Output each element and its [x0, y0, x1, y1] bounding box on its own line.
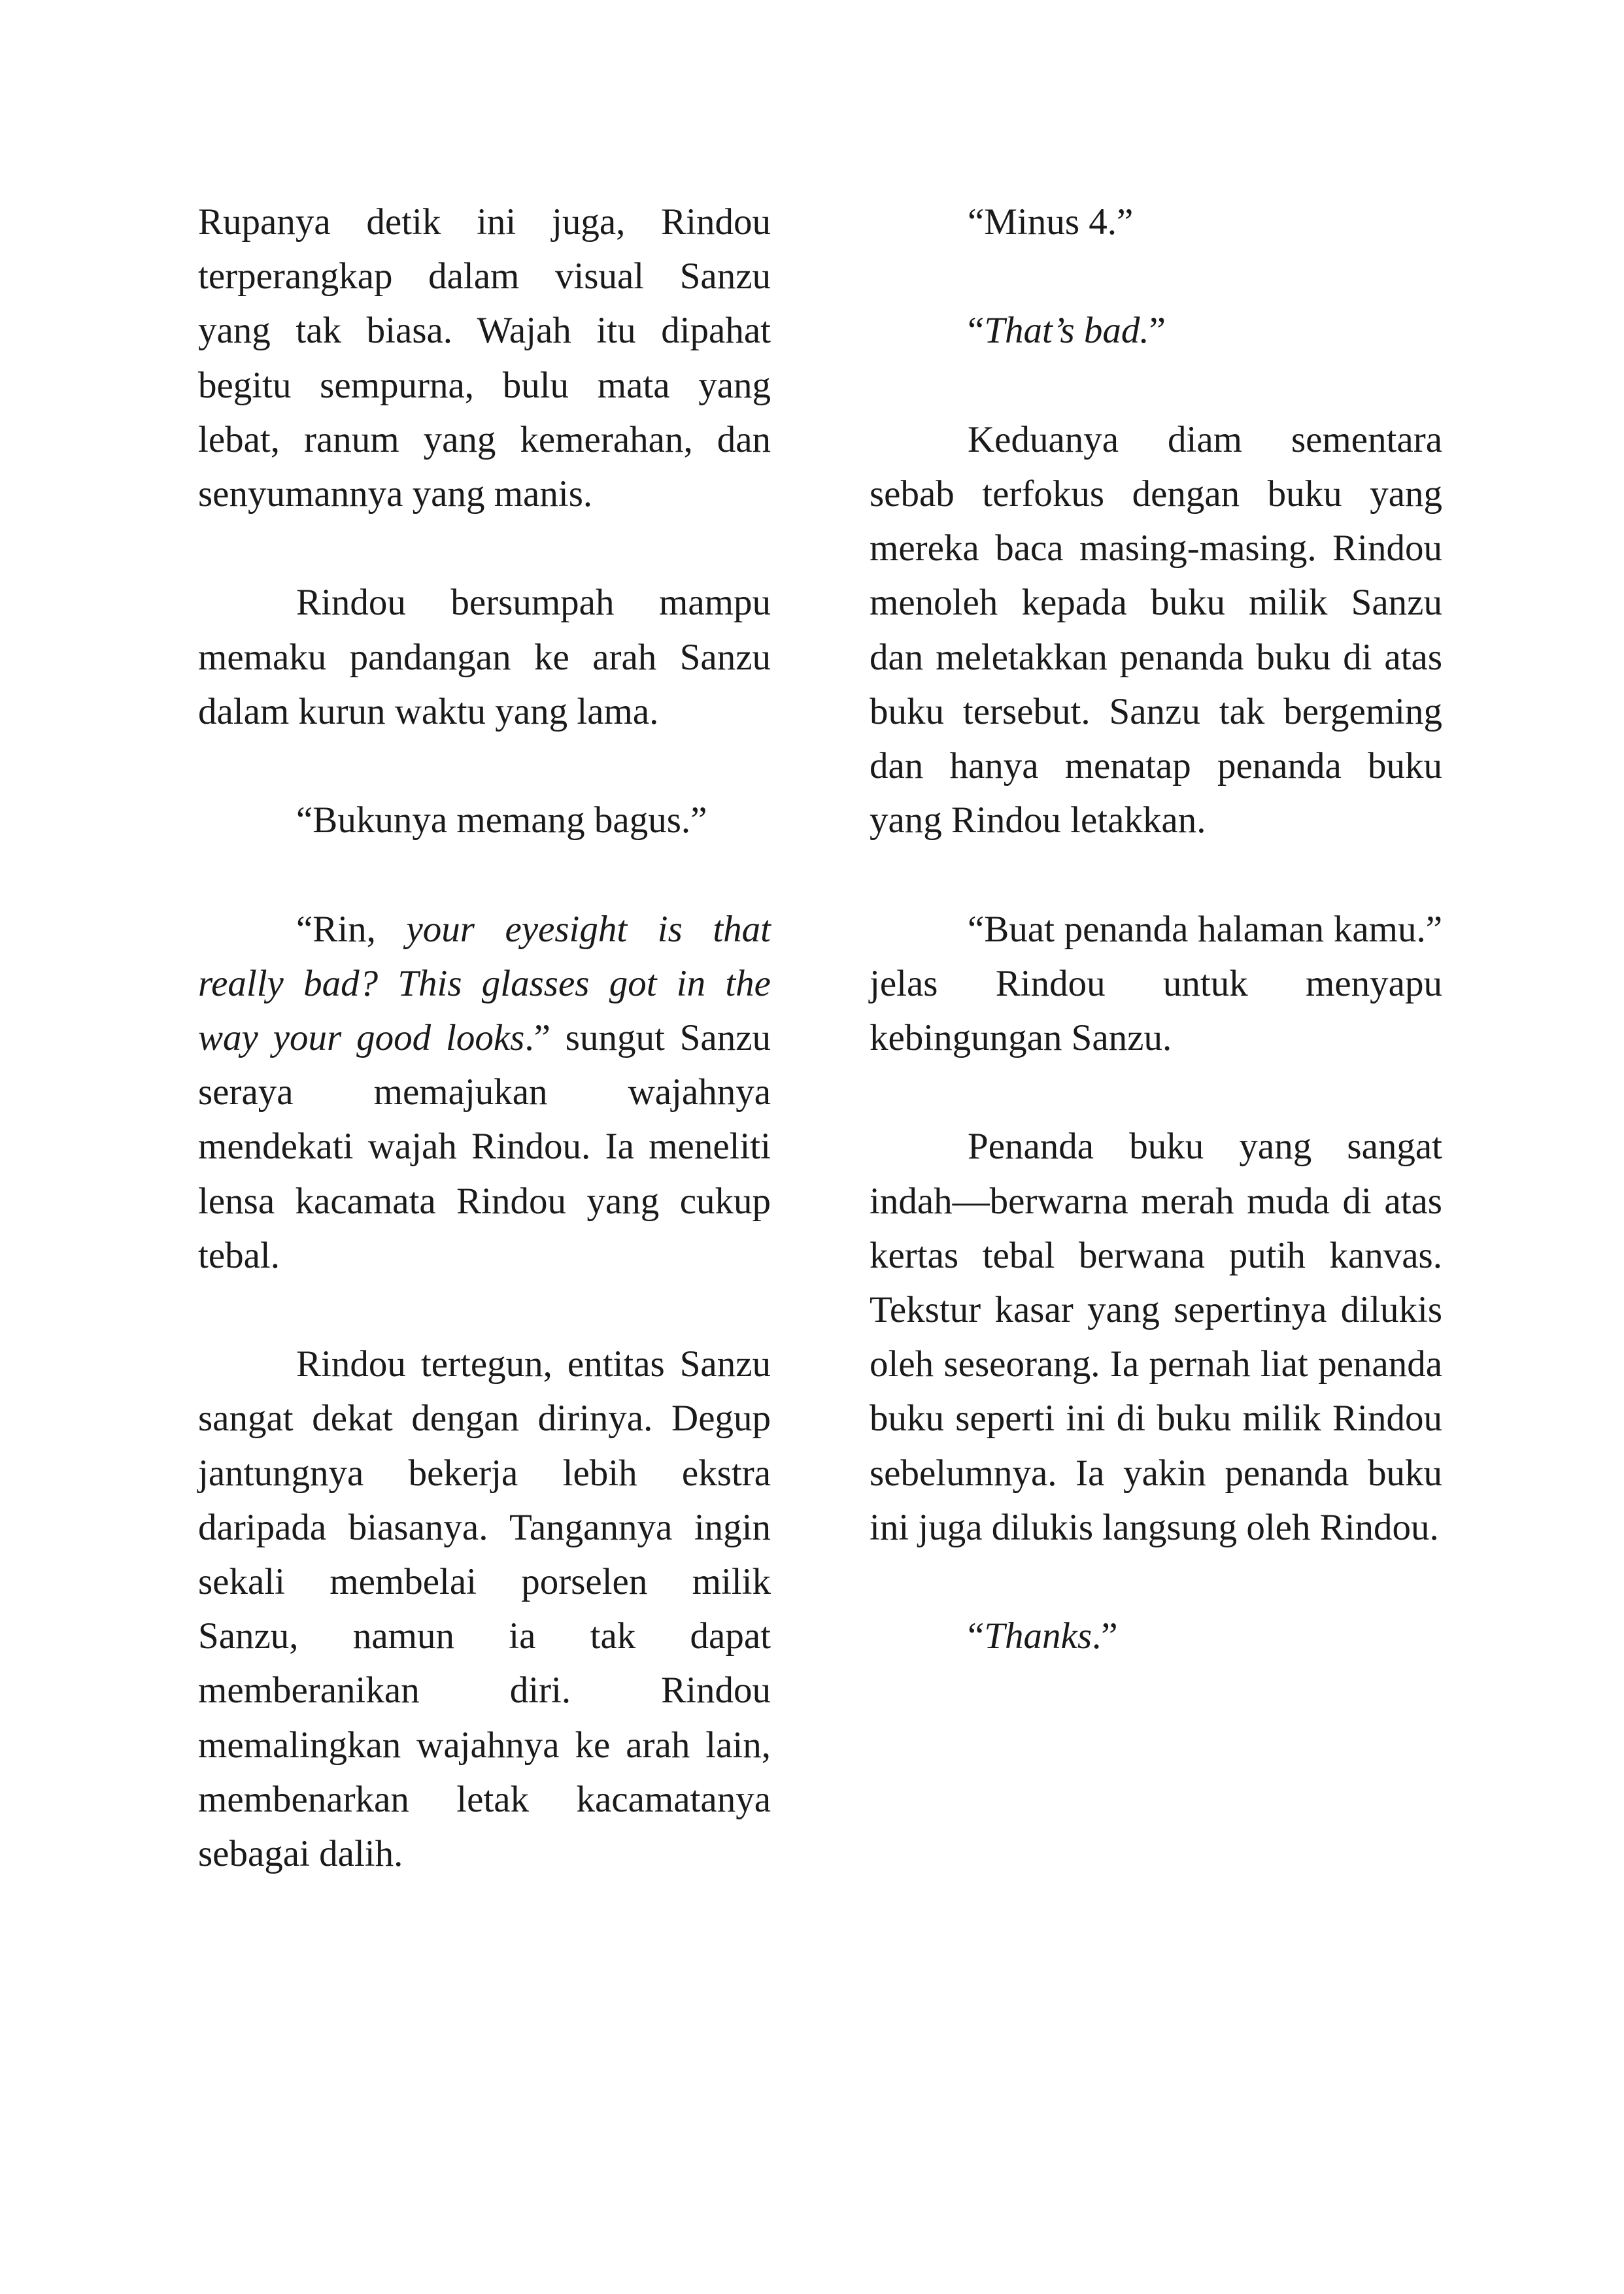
paragraph [870, 303, 1442, 358]
text-run: ” [1149, 310, 1166, 352]
text-run: “Bukunya memang bagus.” [296, 800, 707, 841]
text-run: Rindou bersumpah mampu memaku pandangan ke arah Sanzu dalam kurun waktu yang lama. [198, 582, 771, 732]
paragraph [198, 195, 771, 521]
paragraph [198, 902, 771, 1283]
italic-text-run: That’s bad. [984, 310, 1149, 352]
text-run: .” sungut Sanzu seraya memajukan wajahnya mendekati wajah Rindou. Ia meneliti lensa kacamata Rindou yang cukup tebal. [198, 1017, 771, 1276]
right-text-column [870, 195, 1442, 1663]
text-run: Penanda buku yang sangat indah—berwarna merah muda di atas kertas tebal berwana putih kanvas. Tekstur kasar yang sepertinya dilukis oleh seseorang. Ia pernah liat penanda buku seperti ini di buku milik Rindou sebelumnya. Ia yakin penanda buku ini juga dilukis langsung oleh Rindou. [870, 1126, 1442, 1548]
text-run: Rupanya detik ini juga, Rindou terperangkap dalam visual Sanzu yang tak biasa. Wajah itu dipahat begitu sempurna, bulu mata yang lebat, ranum yang kemerahan, dan senyumannya yang manis. [198, 201, 771, 515]
text-run: Keduanya diam sementara sebab terfokus dengan buku yang mereka baca masing-masing. Rindou menoleh kepada buku milik Sanzu dan meletakkan penanda buku di atas buku tersebut. Sanzu tak bergeming dan hanya menatap penanda buku yang Rindou letakkan. [870, 418, 1442, 841]
italic-text-run: your eyesight is that really bad? This glasses got in the way your good looks [198, 908, 771, 1058]
text-run: “Minus 4.” [968, 201, 1134, 243]
paragraph [870, 413, 1442, 848]
paragraph [870, 1119, 1442, 1555]
paragraph [198, 1337, 771, 1881]
text-run: “ [968, 1615, 985, 1657]
paragraph [870, 195, 1442, 249]
text-run: .” [1092, 1615, 1118, 1657]
left-text-column [198, 195, 771, 1881]
paragraph [198, 793, 771, 847]
text-run: “Buat penanda halaman kamu.” jelas Rindou untuk menyapu kebingungan Sanzu. [870, 908, 1442, 1058]
paragraph [870, 902, 1442, 1066]
text-run: Rindou tertegun, entitas Sanzu sangat dekat dengan dirinya. Degup jantungnya bekerja lebih ekstra daripada biasanya. Tangannya ingin sekali membelai porselen milik Sanzu, namun ia tak dapat memberanikan diri. Rindou memalingkan wajahnya ke arah lain, membenarkan letak kacamatanya sebagai dalih. [198, 1343, 771, 1875]
paragraph [198, 575, 771, 739]
paragraph [870, 1609, 1442, 1663]
italic-text-run: Thanks [984, 1615, 1092, 1657]
text-run: “Rin, [296, 908, 407, 950]
text-run: “ [968, 310, 985, 352]
